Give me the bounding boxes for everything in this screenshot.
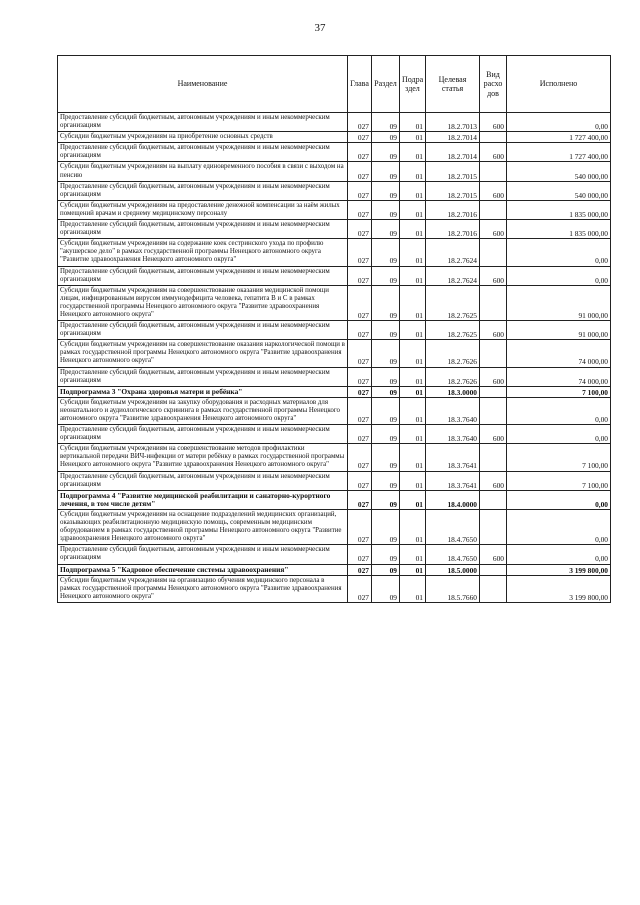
row-amount: 91 000,00 (507, 285, 611, 320)
row-razdel: 09 (372, 425, 400, 444)
row-vid: 600 (480, 220, 507, 239)
row-amount: 0,00 (507, 545, 611, 564)
row-razdel: 09 (372, 113, 400, 132)
row-amount: 7 100,00 (507, 471, 611, 490)
row-amount: 0,00 (507, 490, 611, 509)
row-amount: 0,00 (507, 397, 611, 424)
row-name: Подпрограмма 5 "Кадровое обеспечение системы здравоохранения" (58, 564, 348, 575)
row-celevaya: 18.2.7015 (426, 162, 480, 181)
row-vid: 600 (480, 266, 507, 285)
row-name: Предоставление субсидий бюджетным, автономным учреждениям и иным некоммерческим организациям (58, 266, 348, 285)
row-razdel: 09 (372, 143, 400, 162)
header-row (58, 56, 611, 113)
row-celevaya: 18.3.7640 (426, 425, 480, 444)
row-celevaya: 18.2.7016 (426, 220, 480, 239)
row-amount: 74 000,00 (507, 340, 611, 367)
row-podrazdel: 01 (400, 340, 426, 367)
row-vid: 600 (480, 321, 507, 340)
table-row (58, 564, 611, 575)
header-vid: Вид расхо дов (480, 56, 507, 113)
row-celevaya: 18.2.7624 (426, 239, 480, 266)
row-amount: 7 100,00 (507, 386, 611, 397)
row-celevaya: 18.4.7650 (426, 509, 480, 544)
row-podrazdel: 01 (400, 266, 426, 285)
row-podrazdel: 01 (400, 239, 426, 266)
row-celevaya: 18.2.7626 (426, 367, 480, 386)
row-celevaya: 18.2.7625 (426, 321, 480, 340)
row-celevaya: 18.2.7014 (426, 143, 480, 162)
row-razdel: 09 (372, 545, 400, 564)
row-amount: 540 000,00 (507, 181, 611, 200)
row-name: Предоставление субсидий бюджетным, автономным учреждениям и иным некоммерческим организациям (58, 321, 348, 340)
row-razdel: 09 (372, 220, 400, 239)
row-podrazdel: 01 (400, 162, 426, 181)
row-amount: 0,00 (507, 113, 611, 132)
row-podrazdel: 01 (400, 200, 426, 219)
row-glava: 027 (348, 220, 372, 239)
table-row (58, 113, 611, 132)
row-glava: 027 (348, 367, 372, 386)
row-name: Подпрограмма 4 "Развитие медицинской реабилитации и санаторно-курортного лечения, в том числе детям" (58, 490, 348, 509)
row-celevaya: 18.2.7624 (426, 266, 480, 285)
row-name: Субсидии бюджетным учреждениям на закупку оборудования и расходных материалов для неонатального и аудиологического скрининга в рамках государственной программы Ненецкого автономного округа "Развитие здравоохранения Ненецкого автономного округа" (58, 397, 348, 424)
row-razdel: 09 (372, 397, 400, 424)
row-podrazdel: 01 (400, 575, 426, 602)
row-celevaya: 18.2.7625 (426, 285, 480, 320)
row-name: Субсидии бюджетным учреждениям на совершенствование оказания наркологической помощи в рамках государственной программы Ненецкого автономного округа "Развитие здравоохранения Ненецкого автономного округа" (58, 340, 348, 367)
row-podrazdel: 01 (400, 564, 426, 575)
row-razdel: 09 (372, 321, 400, 340)
row-glava: 027 (348, 132, 372, 143)
row-razdel: 09 (372, 181, 400, 200)
row-name: Субсидии бюджетным учреждениям на выплату единовременного пособия в связи с выходом на пенсию (58, 162, 348, 181)
row-glava: 027 (348, 575, 372, 602)
row-name: Субсидии бюджетным учреждениям на организацию обучения медицинского персонала в рамках государственной программы Ненецкого автономного округа "Развитие здравоохранения Ненецкого автономного округа" (58, 575, 348, 602)
row-vid: 600 (480, 367, 507, 386)
row-celevaya: 18.3.7641 (426, 471, 480, 490)
table-row (58, 490, 611, 509)
row-amount: 0,00 (507, 239, 611, 266)
row-amount: 0,00 (507, 266, 611, 285)
table-row (58, 132, 611, 143)
row-razdel: 09 (372, 367, 400, 386)
row-glava: 027 (348, 143, 372, 162)
row-celevaya: 18.4.0000 (426, 490, 480, 509)
header-amount: Исполнено (507, 56, 611, 113)
row-podrazdel: 01 (400, 113, 426, 132)
table-row (58, 386, 611, 397)
budget-table (57, 55, 611, 603)
row-vid (480, 490, 507, 509)
row-amount: 91 000,00 (507, 321, 611, 340)
row-razdel: 09 (372, 509, 400, 544)
row-name: Предоставление субсидий бюджетным, автономным учреждениям и иным некоммерческим организациям (58, 143, 348, 162)
row-vid (480, 162, 507, 181)
row-name: Субсидии бюджетным учреждениям на приобретение основных средств (58, 132, 348, 143)
header-glava: Глава (348, 56, 372, 113)
table-row (58, 200, 611, 219)
row-vid (480, 575, 507, 602)
row-amount: 1 727 400,00 (507, 143, 611, 162)
row-podrazdel: 01 (400, 132, 426, 143)
page-number: 37 (314, 22, 326, 34)
table-row (58, 367, 611, 386)
table-row (58, 321, 611, 340)
row-amount: 7 100,00 (507, 444, 611, 471)
row-celevaya: 18.3.0000 (426, 386, 480, 397)
row-name: Предоставление субсидий бюджетным, автономным учреждениям и иным некоммерческим организациям (58, 220, 348, 239)
row-vid: 600 (480, 143, 507, 162)
table-row (58, 545, 611, 564)
table-row (58, 509, 611, 544)
row-celevaya: 18.2.7013 (426, 113, 480, 132)
row-podrazdel: 01 (400, 143, 426, 162)
row-glava: 027 (348, 321, 372, 340)
row-celevaya: 18.3.7640 (426, 397, 480, 424)
row-amount: 1 727 400,00 (507, 132, 611, 143)
row-podrazdel: 01 (400, 285, 426, 320)
row-name: Субсидии бюджетным учреждениям на совершенствование оказания медицинской помощи лицам, инфицированным вирусом иммунодефицита человека, гепатита В и С в рамках государственной программы Ненецкого автономного округа "Развитие здравоохранения Ненецкого автономного округа" (58, 285, 348, 320)
row-vid (480, 444, 507, 471)
row-podrazdel: 01 (400, 545, 426, 564)
row-vid: 600 (480, 545, 507, 564)
row-amount: 0,00 (507, 509, 611, 544)
row-razdel: 09 (372, 575, 400, 602)
table-row (58, 425, 611, 444)
row-name: Субсидии бюджетным учреждениям на совершенствование методов профилактики вертикальной передачи ВИЧ-инфекции от матери ребёнку в рамках государственной программы Ненецкого автономного округа "Развитие здравоохранения Ненецкого автономного округа" (58, 444, 348, 471)
row-razdel: 09 (372, 564, 400, 575)
table-row (58, 220, 611, 239)
row-glava: 027 (348, 200, 372, 219)
row-celevaya: 18.5.0000 (426, 564, 480, 575)
row-vid (480, 285, 507, 320)
row-podrazdel: 01 (400, 181, 426, 200)
row-razdel: 09 (372, 200, 400, 219)
table-row (58, 575, 611, 602)
table-row (58, 285, 611, 320)
header-razdel: Раздел (372, 56, 400, 113)
row-glava: 027 (348, 113, 372, 132)
row-vid (480, 132, 507, 143)
row-vid: 600 (480, 113, 507, 132)
row-podrazdel: 01 (400, 386, 426, 397)
row-podrazdel: 01 (400, 220, 426, 239)
row-amount: 540 000,00 (507, 162, 611, 181)
row-celevaya: 18.2.7626 (426, 340, 480, 367)
row-podrazdel: 01 (400, 367, 426, 386)
row-amount: 3 199 800,00 (507, 564, 611, 575)
row-vid (480, 397, 507, 424)
row-podrazdel: 01 (400, 490, 426, 509)
table-row (58, 397, 611, 424)
row-vid (480, 200, 507, 219)
table-row (58, 143, 611, 162)
row-vid (480, 509, 507, 544)
row-glava: 027 (348, 266, 372, 285)
row-glava: 027 (348, 181, 372, 200)
row-celevaya: 18.3.7641 (426, 444, 480, 471)
row-podrazdel: 01 (400, 425, 426, 444)
row-podrazdel: 01 (400, 321, 426, 340)
row-razdel: 09 (372, 266, 400, 285)
table-row (58, 266, 611, 285)
row-name: Предоставление субсидий бюджетным, автономным учреждениям и иным некоммерческим организациям (58, 545, 348, 564)
row-vid (480, 564, 507, 575)
table-row (58, 162, 611, 181)
row-name: Подпрограмма 3 "Охрана здоровья матери и ребёнка" (58, 386, 348, 397)
table-row (58, 181, 611, 200)
row-celevaya: 18.5.7660 (426, 575, 480, 602)
row-podrazdel: 01 (400, 471, 426, 490)
row-glava: 027 (348, 471, 372, 490)
row-razdel: 09 (372, 132, 400, 143)
table-row (58, 471, 611, 490)
row-razdel: 09 (372, 285, 400, 320)
row-glava: 027 (348, 239, 372, 266)
row-glava: 027 (348, 509, 372, 544)
row-razdel: 09 (372, 239, 400, 266)
row-amount: 1 835 000,00 (507, 200, 611, 219)
row-celevaya: 18.2.7014 (426, 132, 480, 143)
header-celevaya: Целевая статья (426, 56, 480, 113)
row-glava: 027 (348, 397, 372, 424)
row-amount: 0,00 (507, 425, 611, 444)
table-row (58, 239, 611, 266)
row-podrazdel: 01 (400, 509, 426, 544)
row-name: Предоставление субсидий бюджетным, автономным учреждениям и иным некоммерческим организациям (58, 367, 348, 386)
row-vid: 600 (480, 181, 507, 200)
row-glava: 027 (348, 490, 372, 509)
row-glava: 027 (348, 425, 372, 444)
header-podrazdel: Подра здел (400, 56, 426, 113)
row-name: Субсидии бюджетным учреждениям на содержание коек сестринского ухода по профилю "акушерское дело" в рамках государственной программы Ненецкого автономного округа "Развитие здравоохранения Ненецкого автономного округа" (58, 239, 348, 266)
row-razdel: 09 (372, 444, 400, 471)
header-name: Наименование (58, 56, 348, 113)
row-vid: 600 (480, 425, 507, 444)
row-glava: 027 (348, 340, 372, 367)
row-vid (480, 340, 507, 367)
row-celevaya: 18.2.7015 (426, 181, 480, 200)
row-glava: 027 (348, 564, 372, 575)
row-vid (480, 239, 507, 266)
table-body (58, 113, 611, 603)
row-name: Предоставление субсидий бюджетным, автономным учреждениям и иным некоммерческим организациям (58, 181, 348, 200)
row-amount: 3 199 800,00 (507, 575, 611, 602)
row-razdel: 09 (372, 386, 400, 397)
row-vid (480, 386, 507, 397)
row-amount: 1 835 000,00 (507, 220, 611, 239)
row-glava: 027 (348, 162, 372, 181)
row-razdel: 09 (372, 471, 400, 490)
row-celevaya: 18.4.7650 (426, 545, 480, 564)
row-glava: 027 (348, 545, 372, 564)
table-row (58, 444, 611, 471)
row-vid: 600 (480, 471, 507, 490)
row-name: Предоставление субсидий бюджетным, автономным учреждениям и иным некоммерческим организациям (58, 425, 348, 444)
row-name: Предоставление субсидий бюджетным, автономным учреждениям и иным некоммерческим организациям (58, 471, 348, 490)
row-razdel: 09 (372, 340, 400, 367)
row-name: Субсидии бюджетным учреждениям на оснащение подразделений медицинских организаций, оказывающих реабилитационную медицинскую помощь, современным медицинским оборудованием в рамках государственной программы Ненецкого автономного округа "Развитие здравоохранения Ненецкого автономного округа" (58, 509, 348, 544)
table-row (58, 340, 611, 367)
row-podrazdel: 01 (400, 397, 426, 424)
row-glava: 027 (348, 285, 372, 320)
row-celevaya: 18.2.7016 (426, 200, 480, 219)
row-glava: 027 (348, 386, 372, 397)
row-amount: 74 000,00 (507, 367, 611, 386)
row-name: Предоставление субсидий бюджетным, автономным учреждениям и иным некоммерческим организациям (58, 113, 348, 132)
row-glava: 027 (348, 444, 372, 471)
row-podrazdel: 01 (400, 444, 426, 471)
row-razdel: 09 (372, 490, 400, 509)
row-name: Субсидии бюджетным учреждениям на предоставление денежной компенсации за наём жилых помещений врачам и среднему медицинскому персоналу (58, 200, 348, 219)
row-razdel: 09 (372, 162, 400, 181)
